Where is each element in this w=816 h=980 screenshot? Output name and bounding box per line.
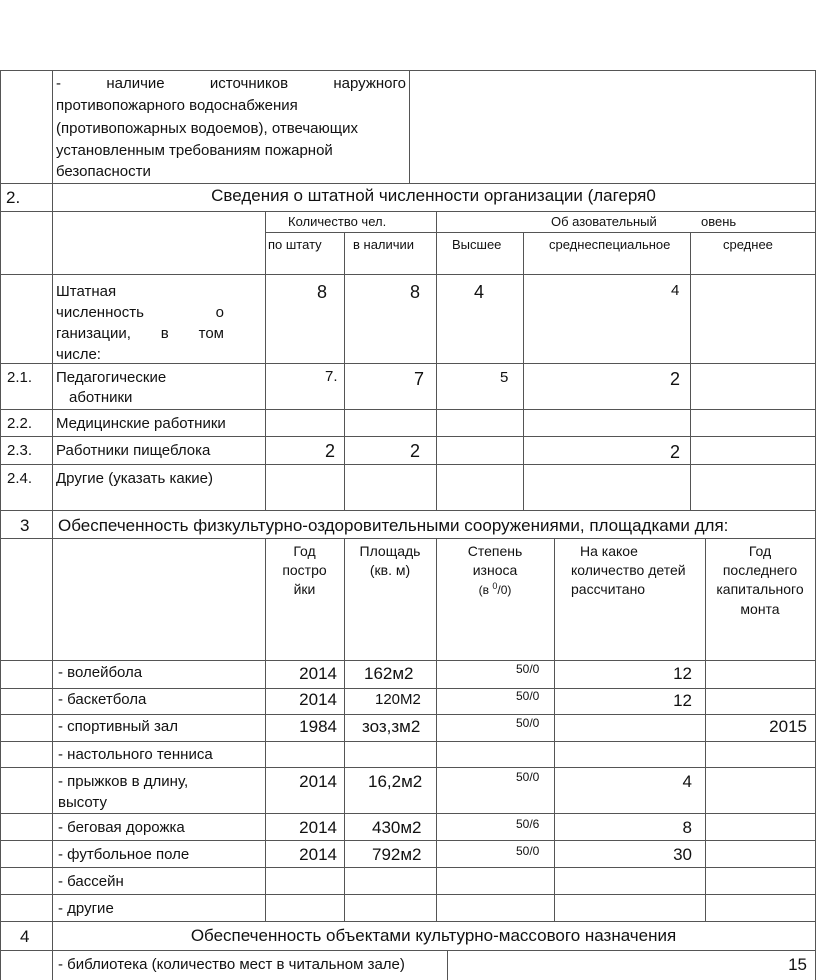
row-number: 2.3. [7, 442, 33, 459]
facility-label-cont: высоту [58, 794, 107, 811]
row-special-value: 2 [670, 369, 681, 389]
intro-word: наличие [106, 75, 165, 92]
facility-capacity: 30 [673, 845, 692, 864]
row-number: 2.1. [7, 369, 33, 386]
facility-year: 2014 [299, 772, 337, 791]
facility-wear: 50/0 [516, 716, 540, 730]
col-staff-header: по штату [268, 237, 322, 252]
facility-label: - спортивный зал [58, 718, 178, 735]
header-fragment: /0) [497, 583, 512, 597]
section-2-title: Сведения о штатной численности организации (лагеря0 [211, 186, 656, 205]
facility-year: 2014 [299, 690, 337, 709]
row-higher-value: 5 [500, 369, 509, 386]
facility-label: - волейбола [58, 664, 143, 681]
row-label: Работники пищеблока [56, 442, 211, 459]
total-label-word: о [215, 304, 224, 321]
facility-wear: 50/0 [516, 662, 540, 676]
facility-area: 430м2 [372, 818, 422, 837]
total-label-line: Штатная [56, 283, 117, 300]
intro-word: наружного [333, 75, 406, 92]
col-higher-header: Высшее [452, 237, 502, 252]
row-number: 2.4. [7, 470, 33, 487]
header-line: количество детей [571, 562, 686, 578]
row-staff-value: 7. [325, 368, 338, 385]
facility-area: 120М2 [375, 691, 421, 708]
row-special-value: 2 [670, 442, 681, 462]
header-line: износа [472, 562, 518, 578]
header-fragment: (в [478, 583, 489, 597]
intro-line-2: противопожарного водоснабжения [56, 97, 298, 114]
facility-label: - футбольное поле [58, 846, 190, 863]
col-special-header: среднеспециальное [549, 237, 671, 252]
header-line: Площадь [359, 543, 421, 559]
header-line: йки [293, 581, 316, 597]
edu-group-header-a: Об азовательный [551, 214, 657, 229]
facility-area: 16,2м2 [368, 772, 423, 791]
total-special-value: 4 [671, 282, 680, 299]
row-label-cont: аботники [69, 389, 133, 406]
row-staff-value: 2 [325, 441, 336, 461]
header-line: Год [293, 543, 316, 559]
facility-wear: 50/0 [516, 844, 540, 858]
section-2-number: 2. [6, 188, 21, 207]
header-line: На какое [580, 543, 638, 559]
facility-repair: 2015 [769, 717, 807, 736]
facility-capacity: 8 [682, 818, 692, 837]
facility-label: - другие [58, 900, 114, 917]
total-label-word: ганизации, [56, 325, 131, 342]
section-4-title: Обеспеченность объектами культурно-массового назначения [190, 926, 677, 945]
facility-area: зоз,зм2 [362, 717, 421, 736]
intro-word: источников [209, 75, 289, 92]
row-label: Медицинские работники [56, 415, 226, 432]
facility-wear: 50/6 [516, 817, 540, 831]
facility-capacity: 12 [673, 664, 692, 683]
facility-capacity: 12 [673, 691, 692, 710]
header-line: рассчитано [571, 581, 646, 597]
total-staff-value: 8 [317, 282, 328, 302]
header-line: капитального [716, 581, 804, 597]
header-line [436, 581, 554, 598]
total-label-word: том [198, 325, 224, 342]
total-label-line [56, 304, 224, 321]
row-present-value: 2 [410, 441, 421, 461]
intro-line-5: безопасности [56, 163, 151, 180]
facility-label: - баскетбола [58, 691, 147, 708]
facility-year: 1984 [299, 717, 337, 736]
facility-wear: 50/0 [516, 689, 540, 703]
header-line: Степень [467, 543, 523, 559]
facility-label: - прыжков в длину, [58, 773, 189, 790]
col-present-header: в наличии [353, 237, 415, 252]
facility-label: - беговая дорожка [58, 819, 185, 836]
total-present-value: 8 [410, 282, 421, 302]
col-secondary-header: среднее [723, 237, 773, 252]
facility-label: - бассейн [58, 873, 124, 890]
section-3-number: 3 [20, 516, 30, 535]
total-label-line [56, 325, 224, 342]
library-label: - библиотека (количество мест в читальном зале) [58, 956, 405, 973]
count-group-header: Количество чел. [288, 214, 387, 229]
facility-area: 792м2 [372, 845, 422, 864]
row-label: Педагогические [56, 369, 167, 386]
row-number: 2.2. [7, 415, 33, 432]
header-line: Год [748, 543, 772, 559]
section-4-number: 4 [20, 927, 30, 946]
edu-group-header-b: овень [701, 214, 737, 229]
intro-line-1 [56, 75, 406, 92]
row-label: Другие (указать какие) [56, 470, 214, 487]
intro-line-3: (противопожарных водоемов), отвечающих [56, 120, 358, 137]
facility-wear: 50/0 [516, 770, 540, 784]
total-label-word: в [160, 325, 169, 342]
section-3-title: Обеспеченность физкультурно-оздоровительными сооружениями, площадками для: [58, 516, 729, 535]
header-line: постро [282, 562, 327, 578]
intro-line-4: установленным требованиям пожарной [56, 142, 333, 159]
total-label-line: числе: [56, 346, 101, 363]
header-line: монта [740, 601, 780, 617]
row-present-value: 7 [414, 369, 425, 389]
facility-label: - настольного тенниса [58, 746, 213, 763]
facility-year: 2014 [299, 818, 337, 837]
intro-word: - [56, 75, 61, 92]
header-fragment: 0 [492, 581, 498, 591]
facility-year: 2014 [299, 845, 337, 864]
total-label-word: численность [56, 304, 144, 321]
total-higher-value: 4 [474, 282, 485, 302]
facility-area: 162м2 [364, 664, 414, 683]
header-line: (кв. м) [369, 562, 411, 578]
facility-capacity: 4 [682, 772, 692, 791]
facility-year: 2014 [299, 664, 337, 683]
library-value: 15 [788, 955, 807, 974]
header-line: последнего [722, 562, 798, 578]
